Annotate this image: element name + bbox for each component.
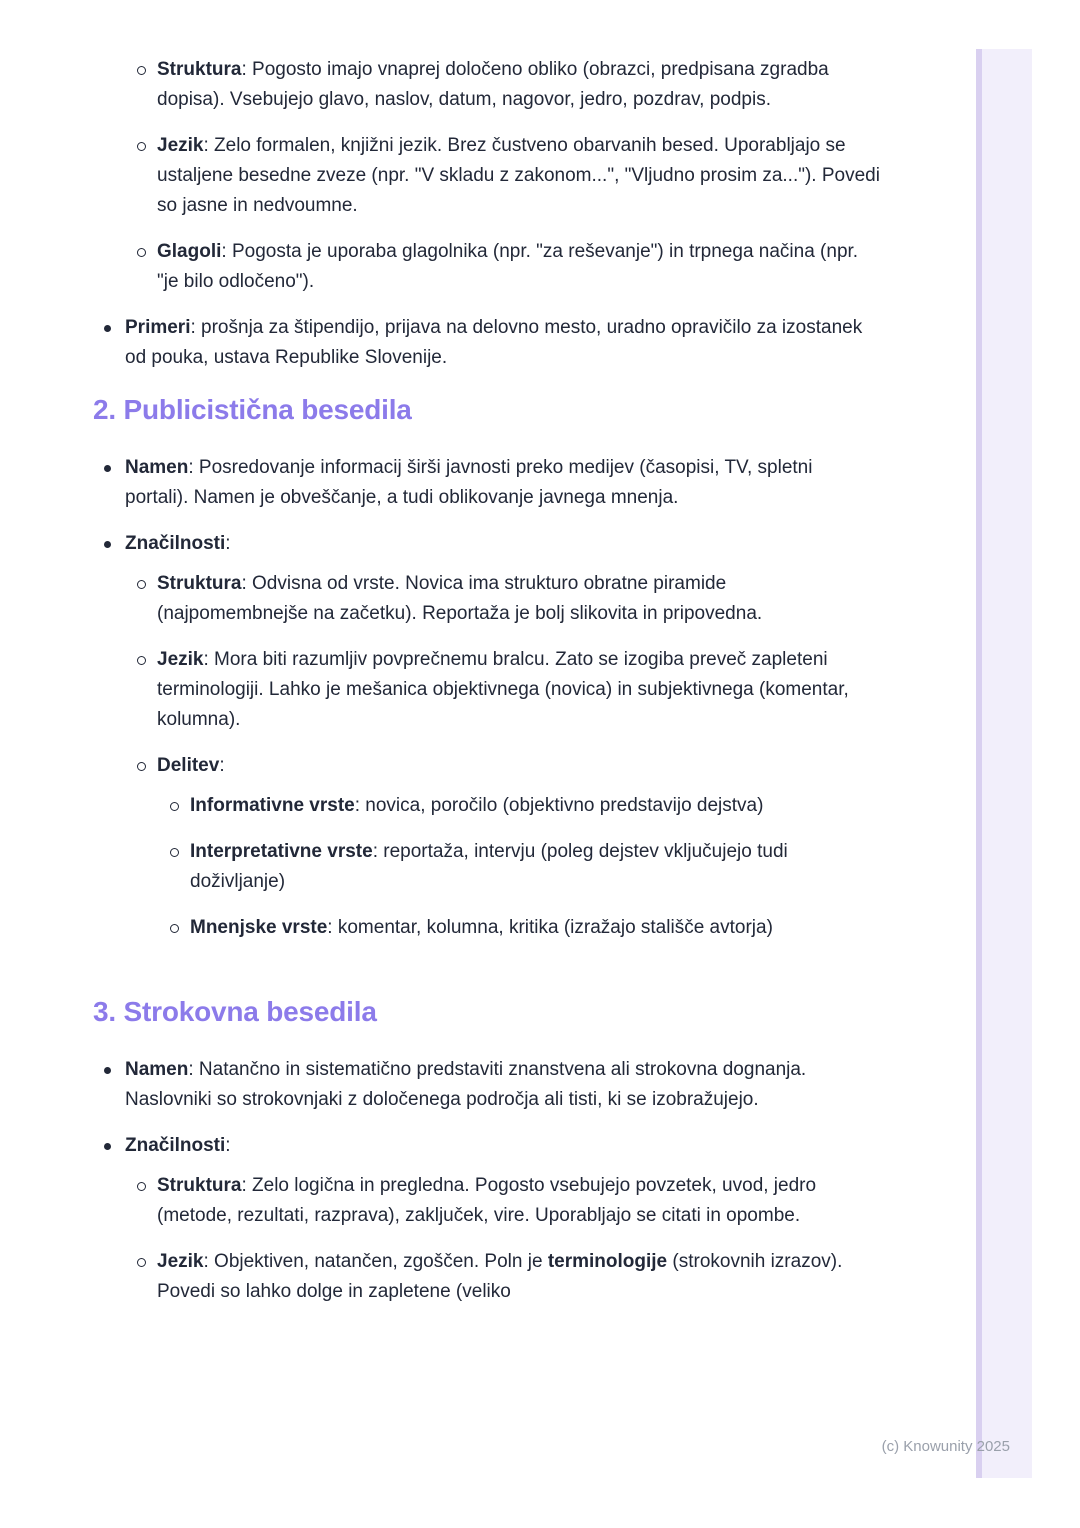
circle-bullet-icon: [137, 55, 157, 115]
list-item-interpretativne-vrste: [170, 837, 880, 897]
list-item-informativne-vrste: [170, 791, 880, 821]
item-text: : Zelo logična in pregledna. Pogosto vsebujejo povzetek, uvod, jedro (metode, rezultati, razprava), zaključek, vire. Uporabljajo se citati in opombe.: [157, 1175, 817, 1226]
item-text: : prošnja za štipendijo, prijava na delovno mesto, uradno opravičilo za izostanek od pouka, ustava Republike Slovenije.: [125, 317, 863, 368]
circle-bullet-icon: [137, 751, 157, 959]
item-text: : Pogosto imajo vnaprej določeno obliko (obrazci, predpisana zgradba dopisa). Vsebujejo glavo, naslov, datum, nagovor, jedro, pozdrav, podpis.: [157, 59, 829, 110]
item-text: :: [225, 1135, 231, 1156]
bullet-icon: [100, 1055, 125, 1115]
item-text: : Natančno in sistematično predstaviti znanstvena ali strokovna dognanja. Naslovniki so strokovnjaki z določenega področja ali tisti, ki se izobražujejo.: [125, 1059, 807, 1110]
item-label: Namen: [125, 1059, 189, 1080]
item-text: :: [225, 533, 231, 554]
bullet-icon: [100, 453, 125, 513]
section2-znacilnosti-sublist: [137, 569, 880, 959]
item-text: : komentar, kolumna, kritika (izražajo stališče avtorja): [327, 917, 773, 938]
circle-bullet-icon: [137, 1171, 157, 1231]
item-label: Delitev: [157, 755, 220, 776]
item-text: : Odvisna od vrste. Novica ima strukturo obratne piramide (najpomembnejše na začetku). Reportaža je bolj slikovita in pripovedna.: [157, 573, 763, 624]
section-heading-strokovna: 3. Strokovna besedila: [93, 996, 377, 1027]
item-text: : reportaža, intervju (poleg dejstev vključujejo tudi doživljanje): [190, 841, 788, 892]
item-text: : Mora biti razumljiv povprečnemu bralcu. Zato se izogiba preveč zapleteni terminologiji. Lahko je mešanica objektivnega (novica) in subjektivnega (komentar, kolumna).: [157, 649, 849, 730]
list-item-mnenjske-vrste: [170, 913, 880, 943]
item-text: : Pogosta je uporaba glagolnika (npr. "za reševanje") in trpnega načina (npr. "je bilo odločeno").: [157, 241, 859, 292]
item-label: Struktura: [157, 59, 242, 80]
list-item-znacilnosti: [100, 529, 880, 975]
section2-list: [100, 453, 880, 975]
item-label: Namen: [125, 457, 189, 478]
bullet-icon: [100, 1131, 125, 1323]
section3-list: [100, 1055, 880, 1323]
item-label: Značilnosti: [125, 533, 226, 554]
list-item-struktura: [137, 1171, 880, 1231]
item-label: Značilnosti: [125, 1135, 226, 1156]
item-text: : Zelo formalen, knjižni jezik. Brez čustveno obarvanih besed. Uporabljajo se ustaljene besedne zveze (npr. "V skladu z zakonom...", "Vljudno prosim za..."). Povedi so jasne in nedvoumne.: [157, 135, 880, 216]
list-item-namen: [100, 453, 880, 513]
list-item-jezik: [137, 131, 880, 221]
item-text: : Posredovanje informacij širši javnosti preko medijev (časopisi, TV, spletni portali). Namen je obveščanje, a tudi oblikovanje javnega mnenja.: [125, 457, 813, 508]
section2-delitev-sublist: [170, 791, 880, 943]
list-item-struktura: [137, 569, 880, 629]
right-margin-stripe: [976, 49, 1032, 1478]
item-label: Interpretativne vrste: [190, 841, 373, 862]
item-label: Informativne vrste: [190, 795, 355, 816]
item-label: Jezik: [157, 649, 204, 670]
item-label: Jezik: [157, 1251, 204, 1272]
list-item-znacilnosti: [100, 1131, 880, 1323]
item-text: : novica, poročilo (objektivno predstavijo dejstva): [354, 795, 764, 816]
circle-bullet-icon: [137, 569, 157, 629]
document-content: [93, 55, 880, 1339]
item-label: Jezik: [157, 135, 204, 156]
circle-bullet-icon: [137, 131, 157, 221]
circle-bullet-icon: [137, 237, 157, 297]
circle-bullet-icon: [137, 1247, 157, 1307]
item-text: :: [219, 755, 225, 776]
section3-znacilnosti-sublist: [137, 1171, 880, 1307]
list-item-jezik: [137, 645, 880, 735]
item-label: Struktura: [157, 573, 242, 594]
item-text-after: (strokovnih izrazov). Povedi so lahko dolge in zapletene (veliko: [157, 1251, 843, 1302]
item-label: Mnenjske vrste: [190, 917, 328, 938]
circle-bullet-icon: [137, 645, 157, 735]
circle-bullet-icon: [170, 913, 190, 943]
circle-bullet-icon: [170, 837, 190, 897]
list-item-namen: [100, 1055, 880, 1115]
list-item-struktura: [137, 55, 880, 115]
bullet-icon: [100, 529, 125, 975]
section1-znacilnosti-list: [137, 55, 880, 297]
copyright-watermark: (c) Knowunity 2025: [881, 1438, 1010, 1455]
list-item-delitev: [137, 751, 880, 959]
item-bold-term: terminologije: [547, 1251, 668, 1272]
item-label: Primeri: [125, 317, 191, 338]
list-item-jezik: [137, 1247, 880, 1307]
section-heading-publicisticna: 2. Publicistična besedila: [93, 394, 412, 425]
circle-bullet-icon: [170, 791, 190, 821]
list-item-glagoli: [137, 237, 880, 297]
item-label: Glagoli: [157, 241, 222, 262]
list-item-primeri: [100, 313, 880, 373]
item-label: Struktura: [157, 1175, 242, 1196]
section1-primeri-list: [100, 313, 880, 373]
item-text-before: : Objektiven, natančen, zgoščen. Poln je: [203, 1251, 548, 1272]
bullet-icon: [100, 313, 125, 373]
